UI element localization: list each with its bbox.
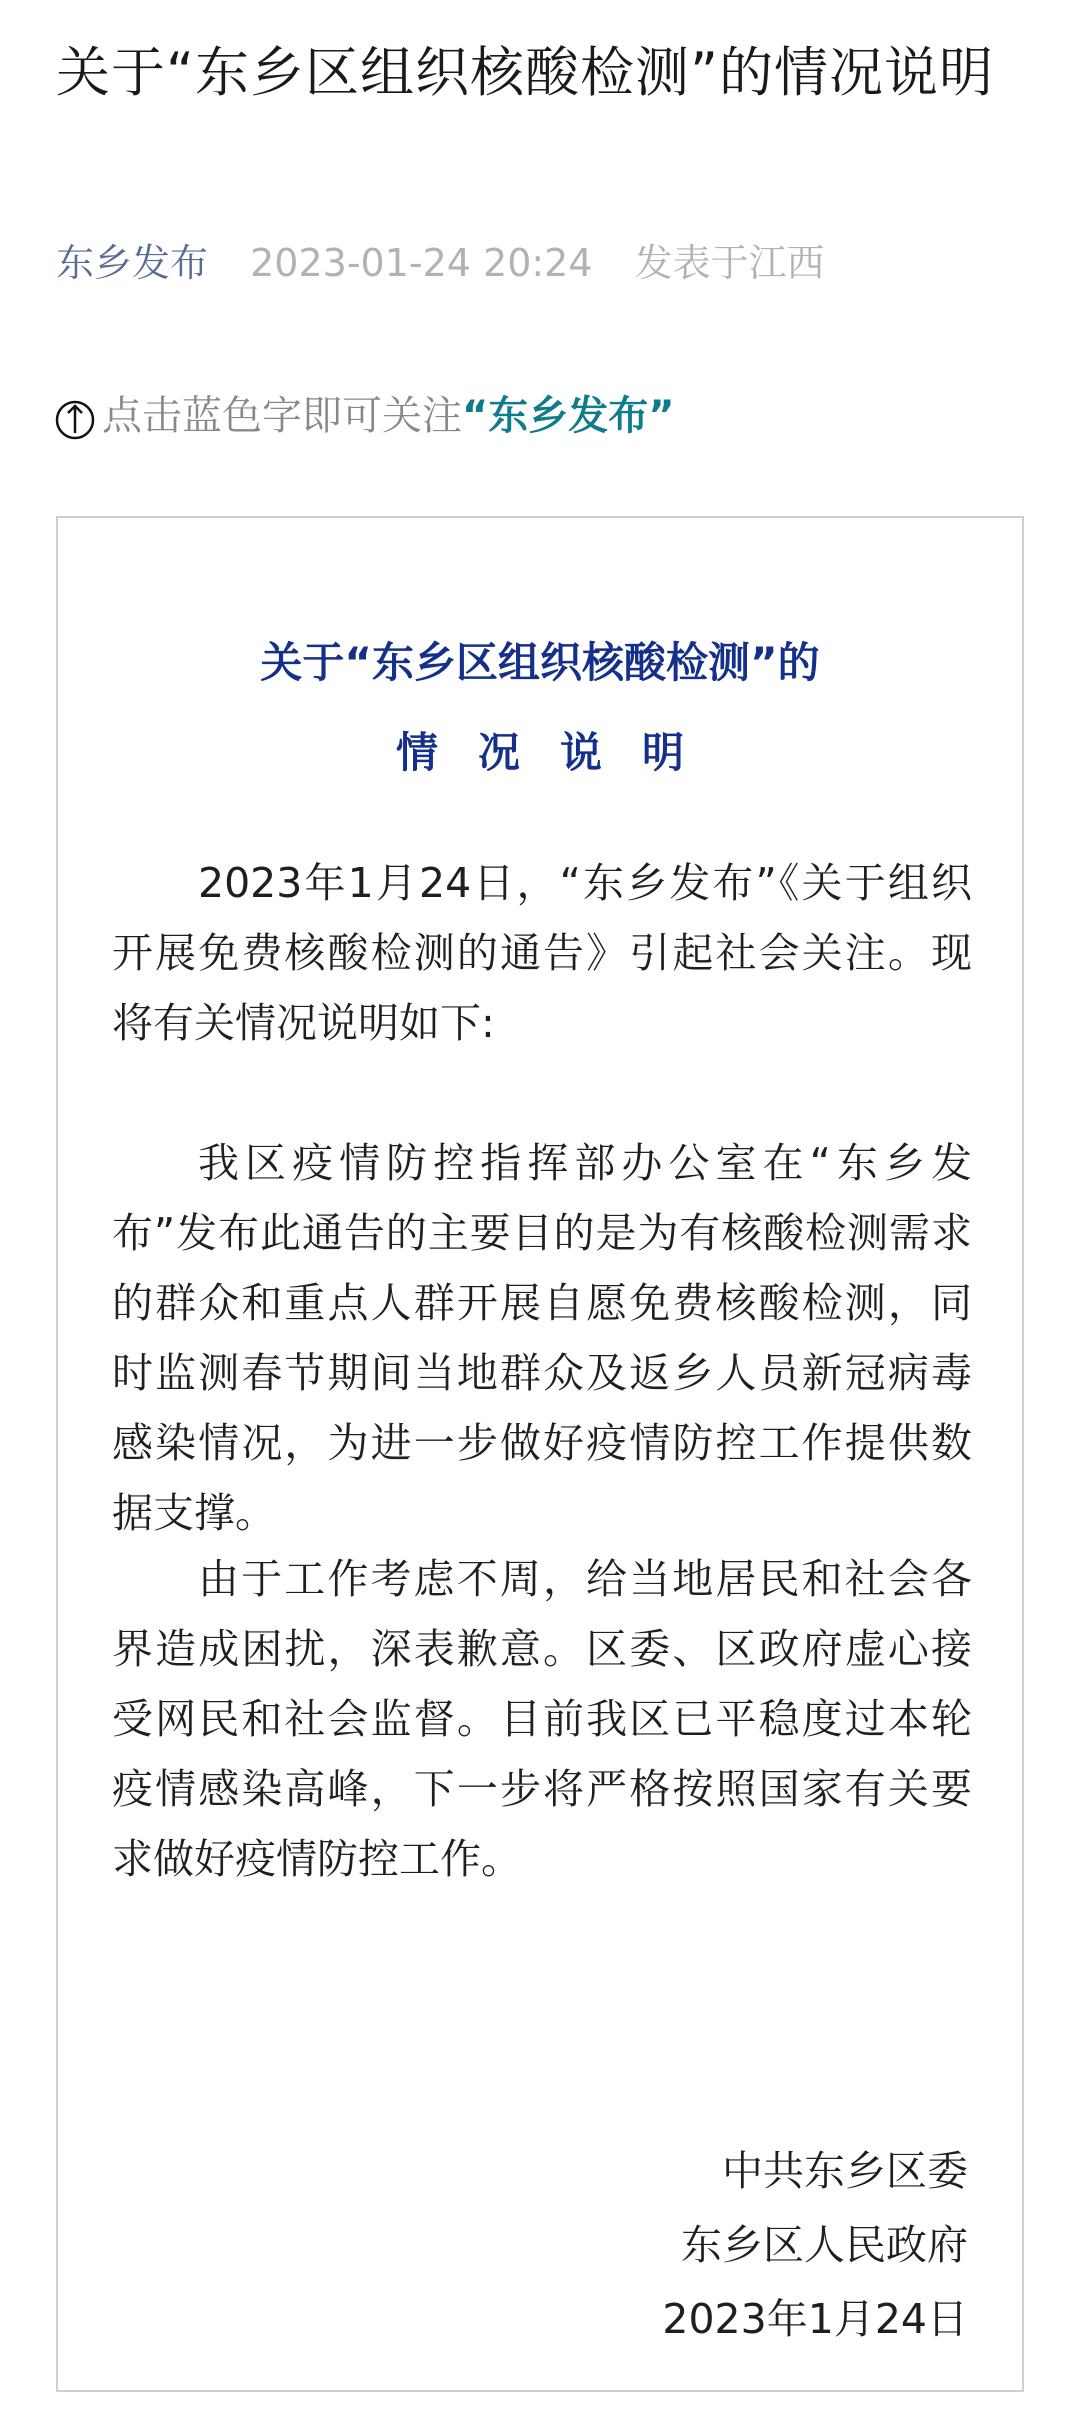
signature-org1: 中共东乡区委	[722, 2147, 968, 2195]
publish-location: 发表于江西	[634, 241, 825, 285]
follow-prompt	[52, 388, 675, 444]
notice-paragraph: 2023年1月24日，“东乡发布”《关于组织开展免费核酸检测的通告》引起社会关注。现将有关情况说明如下:	[112, 859, 972, 1047]
follow-prompt-text: 点击蓝色字即可关注	[102, 393, 462, 439]
notice-paragraph: 由于工作考虑不周，给当地居民和社会各界造成困扰，深表歉意。区委、区政府虚心接受网民和社会监督。目前我区已平稳度过本轮疫情感染高峰，下一步将严格按照国家有关要求做好疫情防控工作。	[112, 1555, 972, 1883]
notice-image	[56, 516, 1024, 2392]
publish-time: 2023-01-24 20:24	[250, 241, 593, 285]
article-title: 关于“东乡区组织核酸检测”的情况说明	[56, 41, 994, 104]
notice-title	[58, 618, 1022, 798]
follow-account-link[interactable]: “东乡发布”	[462, 393, 675, 439]
account-name-link[interactable]: 东乡发布	[56, 241, 209, 285]
article-meta	[56, 238, 825, 288]
signature-org2: 东乡区人民政府	[681, 2221, 968, 2269]
signature-date: 2023年1月24日	[662, 2295, 968, 2343]
notice-title-line1: 关于“东乡区组织核酸检测”的	[260, 638, 820, 687]
notice-title-line2: 情况说明	[395, 728, 724, 777]
notice-signature	[662, 2134, 968, 2356]
notice-paragraph: 我区疫情防控指挥部办公室在“东乡发布”发布此通告的主要目的是为有核酸检测需求的群众和重点人群开展自愿免费核酸检测，同时监测春节期间当地群众及返乡人员新冠病毒感染情况，为进一步做好疫情防控工作提供数据支撑。	[112, 1139, 972, 1537]
pointer-icon	[52, 395, 98, 441]
